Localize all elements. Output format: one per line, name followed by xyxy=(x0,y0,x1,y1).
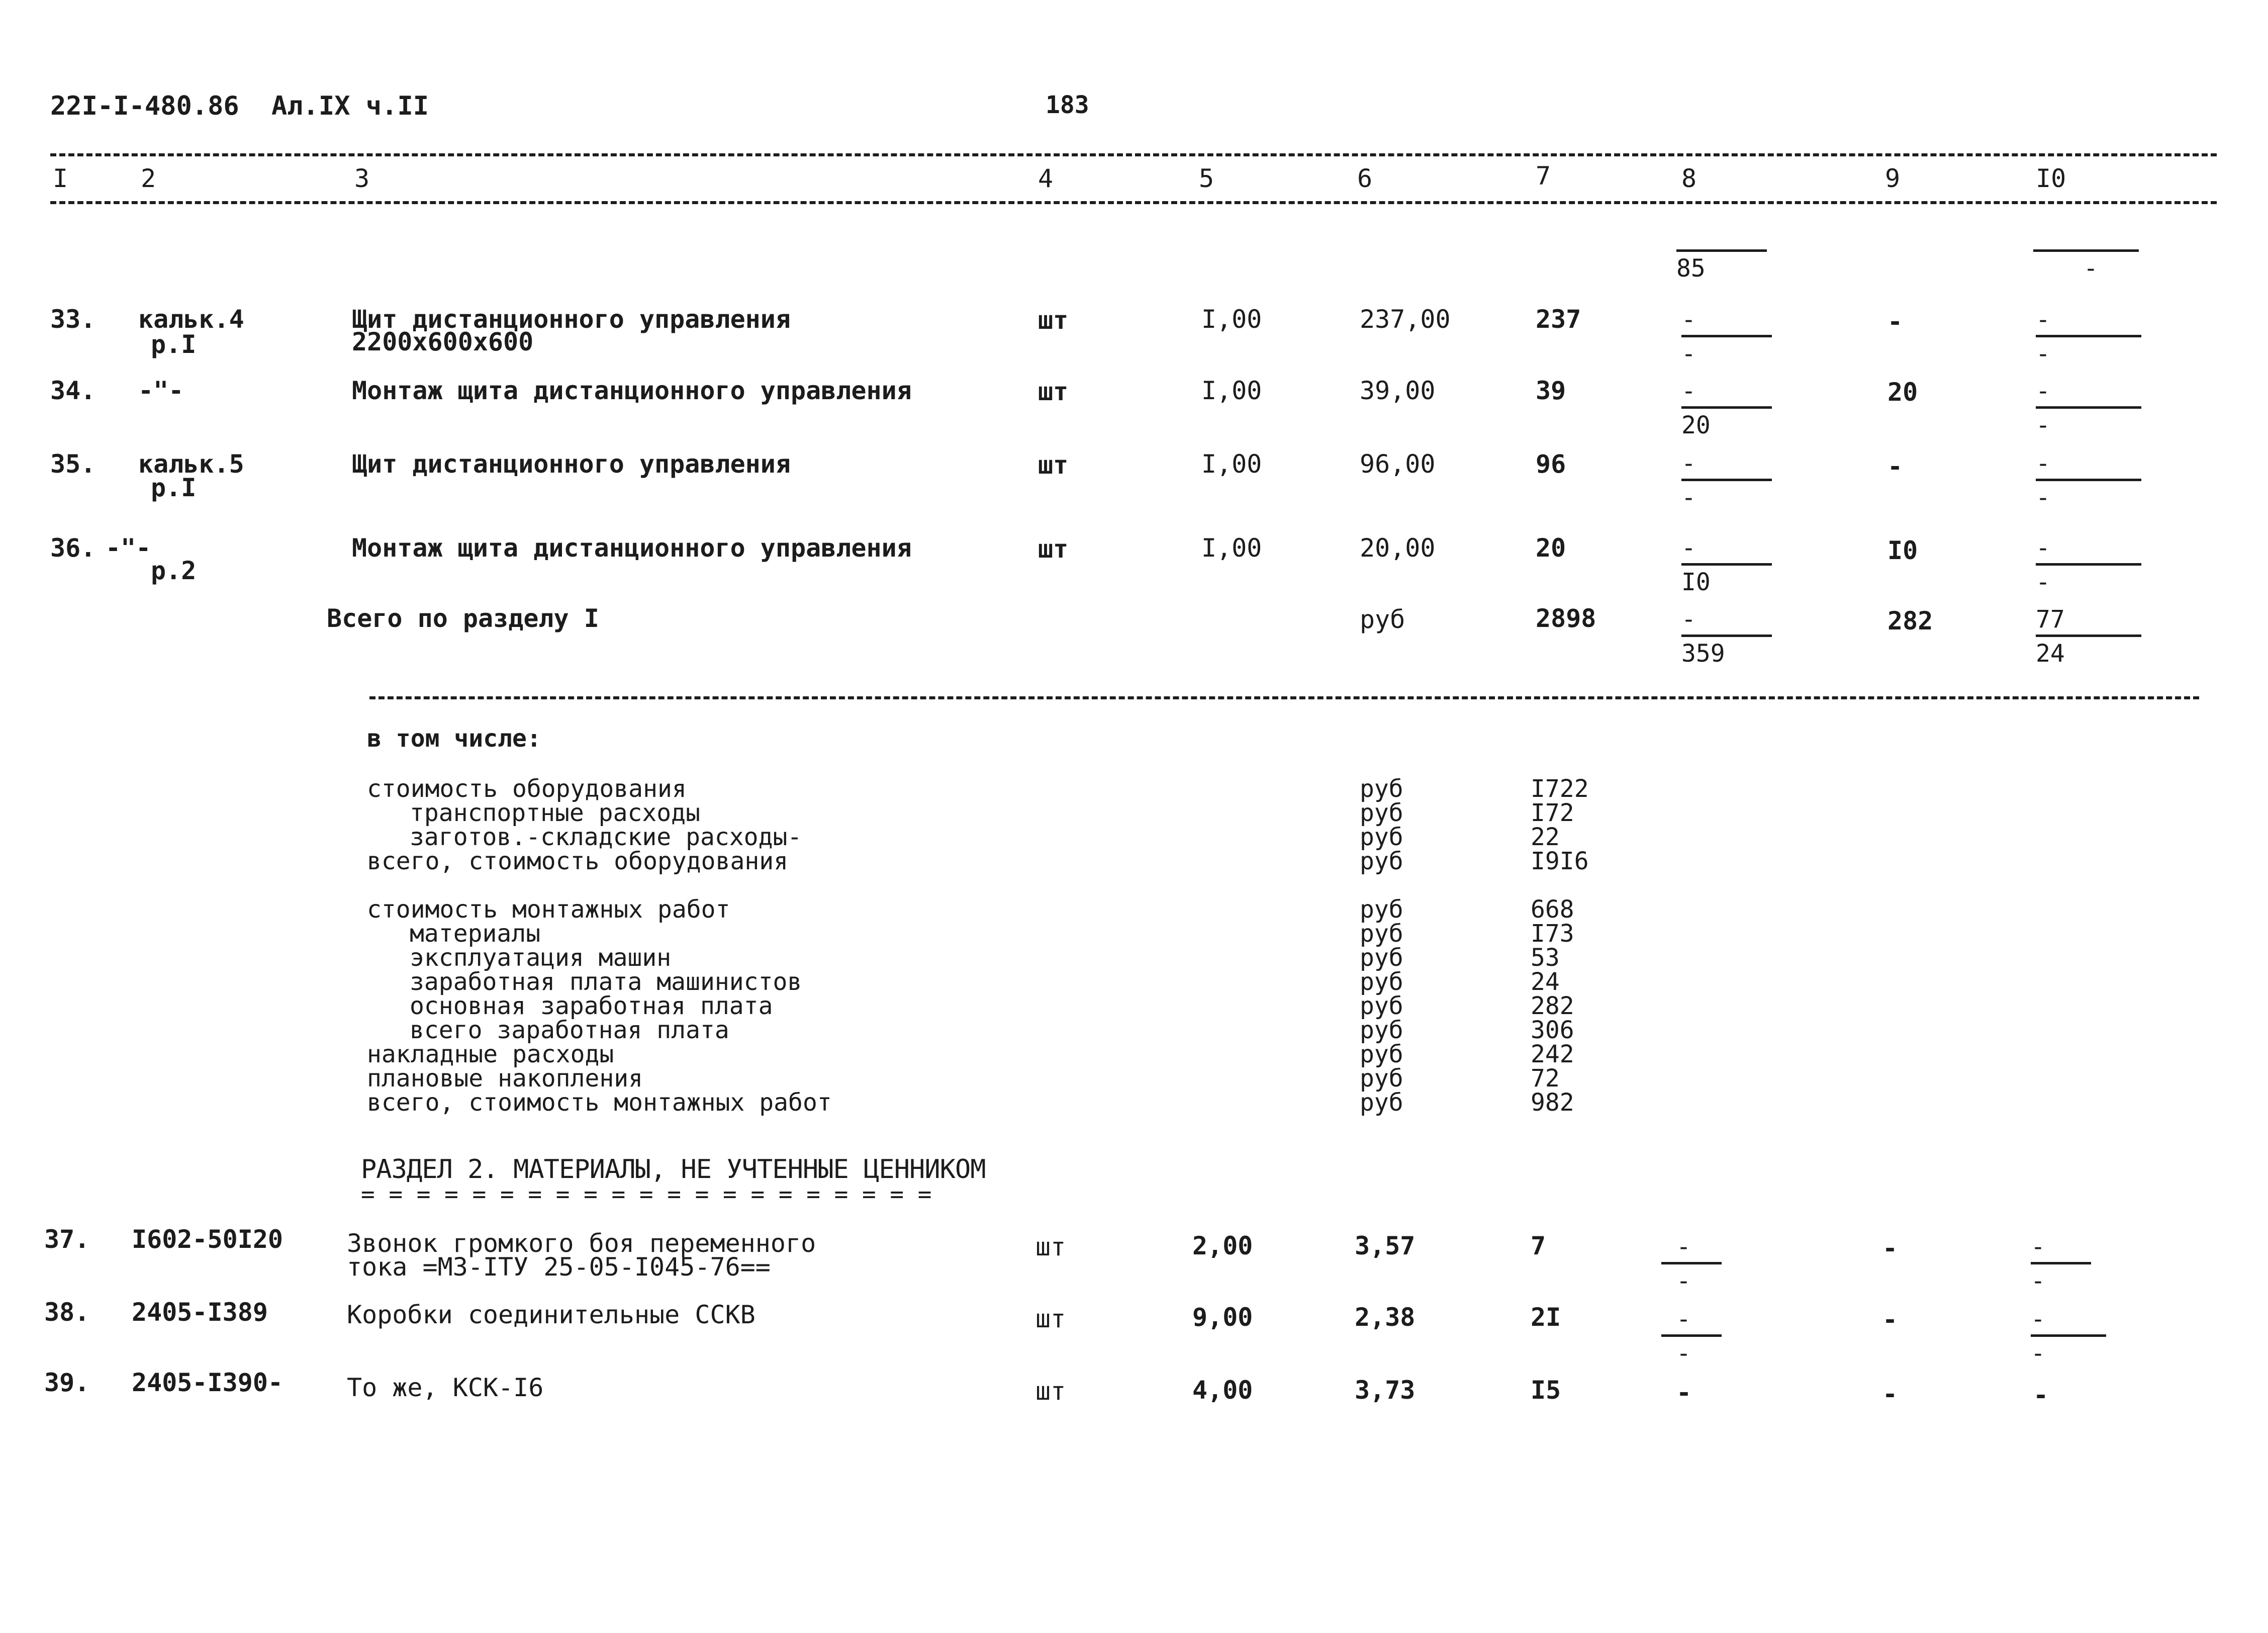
column-header: I xyxy=(53,164,68,193)
row-col9: - xyxy=(1882,1305,1898,1334)
row-number: 35. xyxy=(50,449,96,479)
row-total: 7 xyxy=(1531,1231,1546,1260)
breakdown-value: I9I6 xyxy=(1531,847,1589,875)
breakdown-value: 306 xyxy=(1531,1016,1574,1044)
section-total-col8: - 359 xyxy=(1681,617,1772,663)
row-code: кальк.4 xyxy=(138,305,244,334)
document-code: 22I-I-480.86 xyxy=(50,91,239,121)
section-total-value: 2898 xyxy=(1536,604,1596,633)
row-number: 33. xyxy=(50,305,96,334)
row-col10: - - xyxy=(2036,462,2141,507)
row-price: 96,00 xyxy=(1360,449,1436,479)
row-col10: - - xyxy=(2031,1245,2091,1290)
row-code: кальк.5 xyxy=(138,449,244,479)
row-total: 96 xyxy=(1536,449,1566,479)
row-name: Щит дистанционного управления xyxy=(352,449,791,479)
row-code: -"- xyxy=(138,376,184,405)
row-unit: шт xyxy=(1038,306,1069,335)
row-code-sub: р.I xyxy=(151,330,197,359)
row-qty: I,00 xyxy=(1201,449,1262,479)
breakdown-unit: руб xyxy=(1360,968,1403,996)
row-code-sub: р.2 xyxy=(151,556,197,585)
row-price: 2,38 xyxy=(1355,1303,1415,1332)
breakdown-label: стоимость монтажных работ xyxy=(367,895,730,924)
row-code: -"- xyxy=(106,533,151,563)
row-unit: шт xyxy=(1038,450,1069,480)
breakdown-value: 24 xyxy=(1531,968,1560,996)
row-name: То же, КСК-I6 xyxy=(347,1373,544,1402)
column-header: 2 xyxy=(141,164,156,193)
row-col8: - 20 xyxy=(1681,389,1772,434)
breakdown-value: 242 xyxy=(1531,1040,1574,1068)
header-top-rule xyxy=(50,153,2217,156)
breakdown-unit: руб xyxy=(1360,895,1403,924)
row-number: 39. xyxy=(44,1368,90,1397)
row-col8: - - xyxy=(1661,1245,1722,1290)
row-code: I602-50I20 xyxy=(132,1225,284,1254)
breakdown-unit: руб xyxy=(1360,944,1403,972)
row-col10: - - xyxy=(2036,546,2141,591)
section2-title: РАЗДЕЛ 2. МАТЕРИАЛЫ, НЕ УЧТЕННЫЕ ЦЕННИКОМ xyxy=(361,1154,986,1185)
row-price: 20,00 xyxy=(1360,533,1436,563)
row-name-sub: 2200х600х600 xyxy=(352,327,534,356)
breakdown-unit: руб xyxy=(1360,920,1403,948)
row-col9: I0 xyxy=(1887,536,1918,565)
breakdown-unit: руб xyxy=(1360,823,1403,851)
row-total: 20 xyxy=(1536,533,1566,563)
breakdown-unit: руб xyxy=(1360,1064,1403,1093)
column-header: 4 xyxy=(1038,164,1054,193)
row-price: 39,00 xyxy=(1360,376,1436,405)
breakdown-value: I72 xyxy=(1531,799,1574,827)
breakdown-label: всего, стоимость монтажных работ xyxy=(367,1088,832,1117)
row-code-sub: р.I xyxy=(151,473,197,502)
section-divider xyxy=(369,696,2199,699)
row-unit: шт xyxy=(1035,1232,1066,1261)
row-col8: - - xyxy=(1681,318,1772,363)
breakdown-label: эксплуатация машин xyxy=(410,944,672,972)
column-header: 7 xyxy=(1536,161,1551,191)
row-col8: - - xyxy=(1681,462,1772,507)
column-header: I0 xyxy=(2036,164,2066,193)
row-total: 237 xyxy=(1536,305,1581,334)
row-col10: - - xyxy=(2036,389,2141,434)
row-col9: - xyxy=(1887,307,1903,336)
row-col9: - xyxy=(1887,452,1903,481)
row-number: 34. xyxy=(50,376,96,405)
row-col10: - - xyxy=(2031,1317,2106,1363)
row-unit: шт xyxy=(1035,1304,1066,1333)
breakdown-label: заготов.-складские расходы- xyxy=(410,823,802,851)
row-number: 38. xyxy=(44,1298,90,1327)
row-code: 2405-I389 xyxy=(132,1298,268,1327)
breakdown-value: 72 xyxy=(1531,1064,1560,1093)
breakdown-label: плановые накопления xyxy=(367,1064,643,1093)
row-name: Монтаж щита дистанционного управления xyxy=(352,533,912,563)
row-price: 3,57 xyxy=(1355,1231,1415,1260)
row-name: Коробки соединительные ССКВ xyxy=(347,1300,755,1329)
row-number: 37. xyxy=(44,1225,90,1254)
breakdown-label: заработная плата машинистов xyxy=(410,968,802,996)
album-reference: Ал.IX ч.II xyxy=(271,91,429,121)
row-total: 2I xyxy=(1531,1303,1561,1332)
breakdown-value: I722 xyxy=(1531,775,1589,803)
breakdown-value: I73 xyxy=(1531,920,1574,948)
row-qty: I,00 xyxy=(1201,533,1262,563)
row-col9: - xyxy=(1882,1380,1898,1409)
row-code: 2405-I390- xyxy=(132,1368,284,1397)
breakdown-label: материалы xyxy=(410,920,541,948)
column-header: 8 xyxy=(1681,164,1697,193)
breakdown-value: 53 xyxy=(1531,944,1560,972)
column-header: 6 xyxy=(1357,164,1373,193)
breakdown-unit: руб xyxy=(1360,847,1403,875)
section2-underline: = = = = = = = = = = = = = = = = = = = = = xyxy=(361,1181,932,1208)
column-header: 5 xyxy=(1199,164,1214,193)
section-total-col9: 282 xyxy=(1887,606,1933,636)
row-total: 39 xyxy=(1536,376,1566,405)
row-unit: шт xyxy=(1038,534,1069,564)
breakdown-label: основная заработная плата xyxy=(410,992,773,1020)
breakdown-unit: руб xyxy=(1360,1040,1403,1068)
breakdown-value: 282 xyxy=(1531,992,1574,1020)
breakdown-value: 668 xyxy=(1531,895,1574,924)
section-total-unit: руб xyxy=(1360,605,1405,634)
row-qty: 2,00 xyxy=(1192,1231,1253,1260)
column-header: 9 xyxy=(1885,164,1901,193)
breakdown-value: 982 xyxy=(1531,1088,1574,1117)
breakdown-unit: руб xyxy=(1360,799,1403,827)
breakdown-unit: руб xyxy=(1360,992,1403,1020)
row-unit: шт xyxy=(1035,1377,1066,1406)
row-col10: - xyxy=(2033,1381,2049,1410)
breakdown-label: транспортные расходы xyxy=(410,799,700,827)
row-qty: 9,00 xyxy=(1192,1303,1253,1332)
row-total: I5 xyxy=(1531,1376,1561,1405)
row-price: 237,00 xyxy=(1360,305,1451,334)
row-name-sub: тока =МЗ-ITУ 25-05-I045-76== xyxy=(347,1252,771,1282)
breakdown-label: стоимость оборудования xyxy=(367,775,687,803)
section-total-col10: 77 24 xyxy=(2036,617,2141,663)
row-name: Щит дистанционного управления xyxy=(352,305,791,334)
row-qty: 4,00 xyxy=(1192,1376,1253,1405)
header-bottom-rule xyxy=(50,201,2217,204)
breakdown-label: всего заработная плата xyxy=(410,1016,729,1044)
row-name: Монтаж щита дистанционного управления xyxy=(352,376,912,405)
row-price: 3,73 xyxy=(1355,1376,1415,1405)
row-qty: I,00 xyxy=(1201,305,1262,334)
row-name: Звонок громкого боя переменного xyxy=(347,1229,816,1258)
breakdown-label: накладные расходы xyxy=(367,1040,614,1068)
row-col8: - - xyxy=(1661,1317,1722,1363)
carryover-col10: - xyxy=(2033,232,2139,278)
carryover-col8: 85 xyxy=(1676,232,1767,278)
row-col8: - I0 xyxy=(1681,546,1772,591)
row-unit: шт xyxy=(1038,377,1069,406)
row-col8: - xyxy=(1676,1378,1692,1407)
row-col9: - xyxy=(1882,1234,1898,1263)
row-col10: - - xyxy=(2036,318,2141,363)
breakdown-unit: руб xyxy=(1360,775,1403,803)
section-total-label: Всего по разделу I xyxy=(327,604,599,633)
breakdown-title: в том числе: xyxy=(367,724,541,753)
breakdown-unit: руб xyxy=(1360,1016,1403,1044)
row-col9: 20 xyxy=(1887,378,1918,407)
column-header: 3 xyxy=(354,164,370,193)
row-number: 36. xyxy=(50,533,96,563)
breakdown-value: 22 xyxy=(1531,823,1560,851)
page-number: 183 xyxy=(1046,91,1089,119)
breakdown-unit: руб xyxy=(1360,1088,1403,1117)
row-qty: I,00 xyxy=(1201,376,1262,405)
breakdown-label: всего, стоимость оборудования xyxy=(367,847,789,875)
